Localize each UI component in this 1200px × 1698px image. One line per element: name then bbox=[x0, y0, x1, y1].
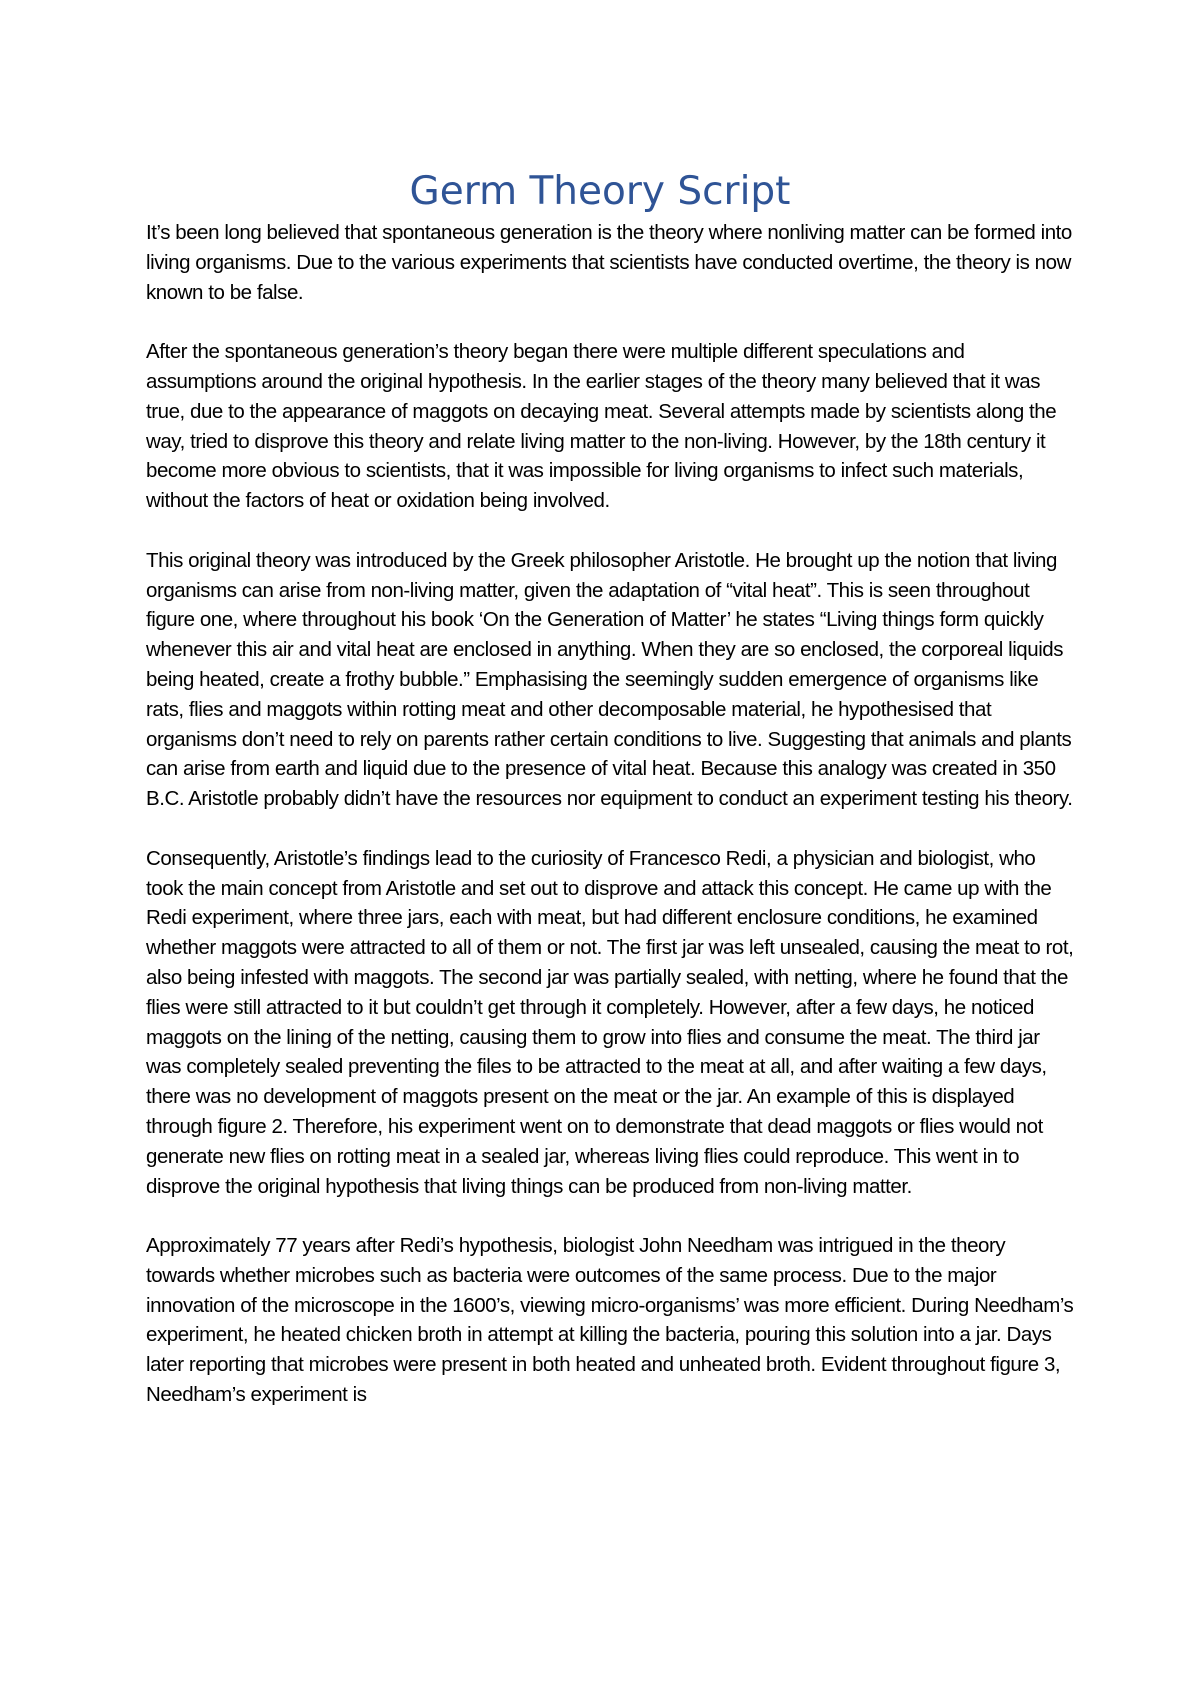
paragraph-needham: Approximately 77 years after Redi’s hypothesis, biologist John Needham was intrigued in the theory towards whether microbes such as bacteria were outcomes of the same process. Due to the major innovation of the microscope in the 1600’s, viewing micro-organisms’ was more efficient. During Needham’s experiment, he heated chicken broth in attempt at killing the bacteria, pouring this solution into a jar. Days later reporting that microbes were present in both heated and unheated broth. Evident throughout figure 3, Needham’s experiment is bbox=[146, 1234, 1074, 1407]
document-title: Germ Theory Script bbox=[409, 169, 791, 214]
paragraph-intro: It’s been long believed that spontaneous generation is the theory where nonliving matter can be formed into living organisms. Due to the various experiments that scientists have conducted overtime, the theory is now known to be false. bbox=[146, 221, 1072, 304]
paragraph-speculations: After the spontaneous generation’s theory began there were multiple different speculations and assumptions around the original hypothesis. In the earlier stages of the theory many believed that it was true, due to the appearance of maggots on decaying meat. Several attempts made by scientists along the way, tried to disprove this theory and relate living matter to the non-living. However, by the 18th century it become more obvious to scientists, that it was impossible for living organisms to infect such materials, without the factors of heat or oxidation being involved. bbox=[146, 340, 1057, 513]
document-body bbox=[146, 218, 1076, 1440]
paragraph-redi: Consequently, Aristotle’s findings lead to the curiosity of Francesco Redi, a physician and biologist, who took the main concept from Aristotle and set out to disprove and attack this concept. He came up with the Redi experiment, where three jars, each with meat, but had different enclosure conditions, he examined whether maggots were attracted to all of them or not. The first jar was left unsealed, causing the meat to rot, also being infested with maggots. The second jar was partially sealed, with netting, where he found that the flies were still attracted to it but couldn’t get through it completely. However, after a few days, he noticed maggots on the lining of the netting, causing them to grow into flies and consume the meat. The third jar was completely sealed preventing the files to be attracted to the meat at all, and after waiting a few days, there was no development of maggots present on the meat or the jar. An example of this is displayed through figure 2. Therefore, his experiment went on to demonstrate that dead maggots or flies would not generate new flies on rotting meat in a sealed jar, whereas living flies could reproduce. This went in to disprove the original hypothesis that living things can be produced from non-living matter. bbox=[146, 846, 1074, 1198]
paragraph-aristotle: This original theory was introduced by the Greek philosopher Aristotle. He brought up the notion that living organisms can arise from non-living matter, given the adaptation of “vital heat”. This is seen throughout figure one, where throughout his book ‘On the Generation of Matter’ he states “Living things form quickly whenever this air and vital heat are enclosed in anything. When they are so enclosed, the corporeal liquids being heated, create a frothy bubble.” Emphasising the seemingly sudden emergence of organisms like rats, flies and maggots within rotting meat and other decomposable material, he hypothesised that organisms don’t need to rely on parents rather certain conditions to live. Suggesting that animals and plants can arise from earth and liquid due to the presence of vital heat. Because this analogy was created in 350 B.C. Aristotle probably didn’t have the resources nor equipment to conduct an experiment testing his theory. bbox=[146, 548, 1073, 811]
